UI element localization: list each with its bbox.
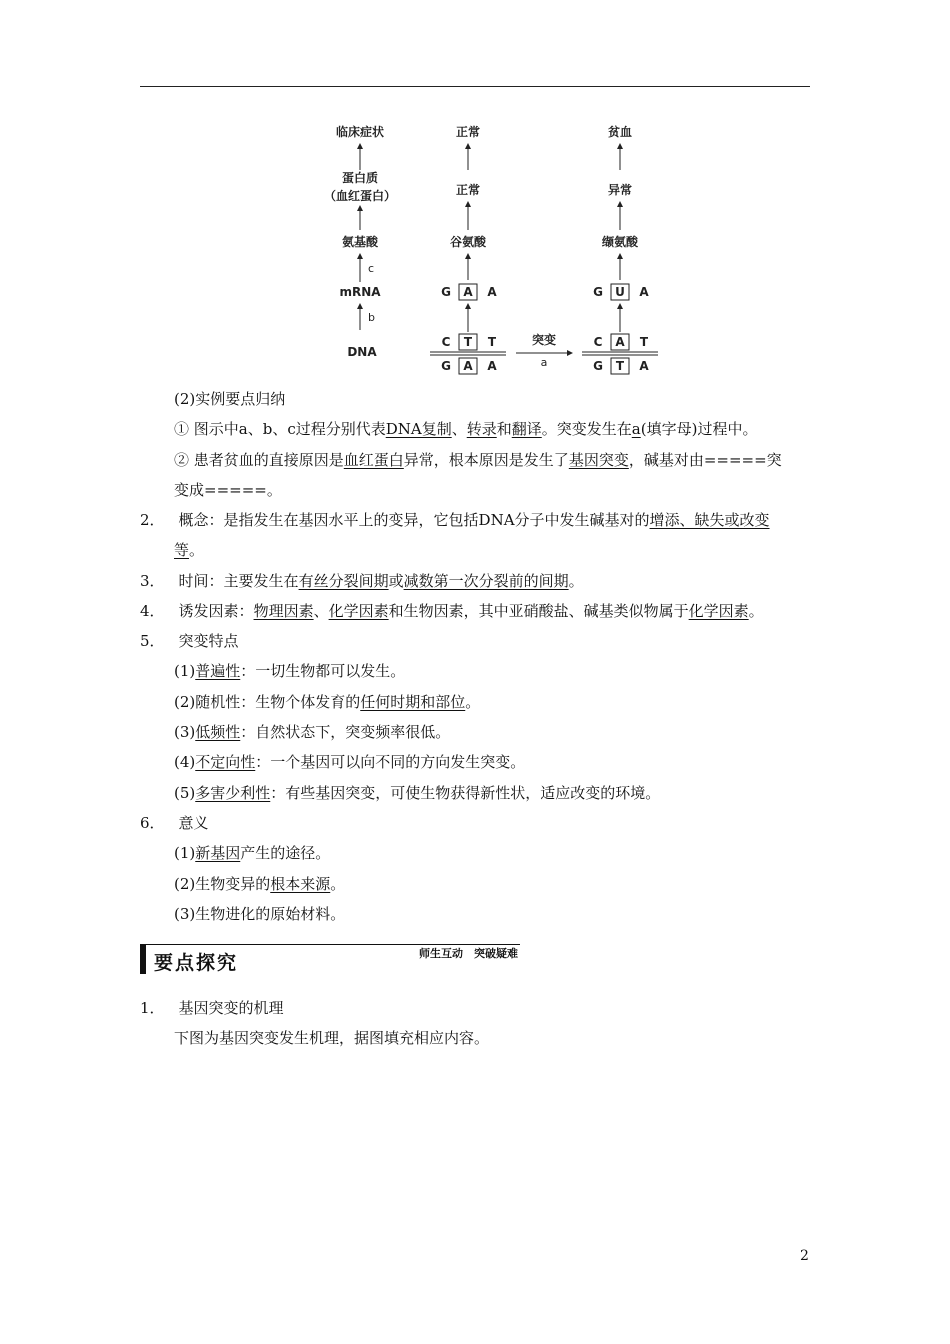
- timing: 3． 时间：主要发生在有丝分裂间期或减数第一次分裂前的间期。: [140, 572, 584, 590]
- mutant-mrna-2: U: [615, 285, 625, 299]
- anemia-amino-acid: 缬氨酸: [601, 235, 639, 249]
- significance-1: (1)新基因产生的途径。: [174, 844, 331, 862]
- mutant-dna-bottom-1: G: [593, 359, 603, 373]
- point-2-cont: 变成=====。: [174, 481, 282, 499]
- feature-2: (2)随机性：生物个体发育的任何时期和部位。: [174, 693, 481, 711]
- normal-symptom: 正常: [455, 125, 481, 139]
- mutant-dna-top-1: C: [593, 335, 603, 349]
- concept-cont: 等。: [174, 541, 205, 559]
- significance-2: (2)生物变异的根本来源。: [174, 875, 346, 893]
- normal-protein: 正常: [455, 183, 481, 197]
- anemia-symptom: 贫血: [607, 125, 633, 139]
- mutant-dna-bottom-3: A: [639, 359, 649, 373]
- arrow-c-label: c: [368, 262, 375, 275]
- features-heading: 5． 突变特点: [140, 632, 239, 650]
- normal-dna-bottom-3: A: [487, 359, 497, 373]
- normal-dna-bottom-2: A: [463, 359, 473, 373]
- mutant-mrna-1: G: [593, 285, 603, 299]
- mechanism-heading: 1． 基因突变的机理: [140, 999, 284, 1017]
- label-protein: 蛋白质: [341, 171, 379, 185]
- section-title: 要点探究: [154, 952, 239, 974]
- feature-1: (1)普遍性：一切生物都可以发生。: [174, 662, 406, 680]
- significance-heading: 6． 意义: [140, 814, 209, 832]
- label-mrna: mRNA: [339, 285, 381, 299]
- header-rule: [140, 86, 810, 87]
- inducing-factors: 4． 诱发因素：物理因素、化学因素和生物因素，其中亚硝酸盐、碱基类似物属于化学因素。: [140, 602, 764, 620]
- normal-mrna-2: A: [463, 285, 473, 299]
- mutant-dna-bottom-2: T: [615, 359, 625, 373]
- mutation-letter: a: [540, 356, 548, 369]
- normal-mrna-3: A: [487, 285, 497, 299]
- label-clinical-symptom: 临床症状: [335, 125, 385, 139]
- section-tagline: 师生互动 突破疑难: [419, 947, 518, 960]
- point-1: ① 图示中a、b、c过程分别代表DNA复制、转录和翻译。突变发生在a(填字母)过程中。: [174, 420, 758, 438]
- feature-4: (4)不定向性：一个基因可以向不同的方向发生突变。: [174, 753, 526, 771]
- mutant-dna-top-2: A: [615, 335, 625, 349]
- normal-dna-top-1: C: [441, 335, 451, 349]
- example-heading: (2)实例要点归纳: [174, 390, 286, 408]
- section-header: [140, 944, 520, 974]
- normal-mrna-1: G: [441, 285, 451, 299]
- mutant-mrna-3: A: [639, 285, 649, 299]
- sickle-cell-diagram: [320, 118, 680, 380]
- normal-dna-top-3: T: [487, 335, 497, 349]
- page-number: 2: [800, 1248, 809, 1264]
- significance-3: (3)生物进化的原始材料。: [174, 905, 346, 923]
- normal-dna-bottom-1: G: [441, 359, 451, 373]
- mutant-dna-top-3: T: [639, 335, 649, 349]
- concept: 2． 概念：是指发生在基因水平上的变异，它包括DNA分子中发生碱基对的增添、缺失或改变: [140, 511, 770, 529]
- feature-5: (5)多害少利性：有些基因突变，可使生物获得新性状，适应改变的环境。: [174, 784, 661, 802]
- label-amino-acid: 氨基酸: [341, 235, 379, 249]
- label-hemoglobin: （血红蛋白）: [323, 189, 397, 203]
- section-marker: [140, 944, 146, 974]
- normal-amino-acid: 谷氨酸: [449, 235, 487, 249]
- feature-3: (3)低频性：自然状态下，突变频率很低。: [174, 723, 451, 741]
- point-2: ② 患者贫血的直接原因是血红蛋白异常，根本原因是发生了基因突变，碱基对由=====突: [174, 451, 782, 469]
- label-dna: DNA: [347, 345, 377, 359]
- arrow-b-label: b: [368, 311, 375, 324]
- normal-dna-top-2: T: [463, 335, 473, 349]
- mutation-label: 突变: [531, 333, 557, 347]
- mechanism-instruction: 下图为基因突变发生机理，据图填充相应内容。: [174, 1029, 490, 1047]
- anemia-protein: 异常: [607, 183, 633, 197]
